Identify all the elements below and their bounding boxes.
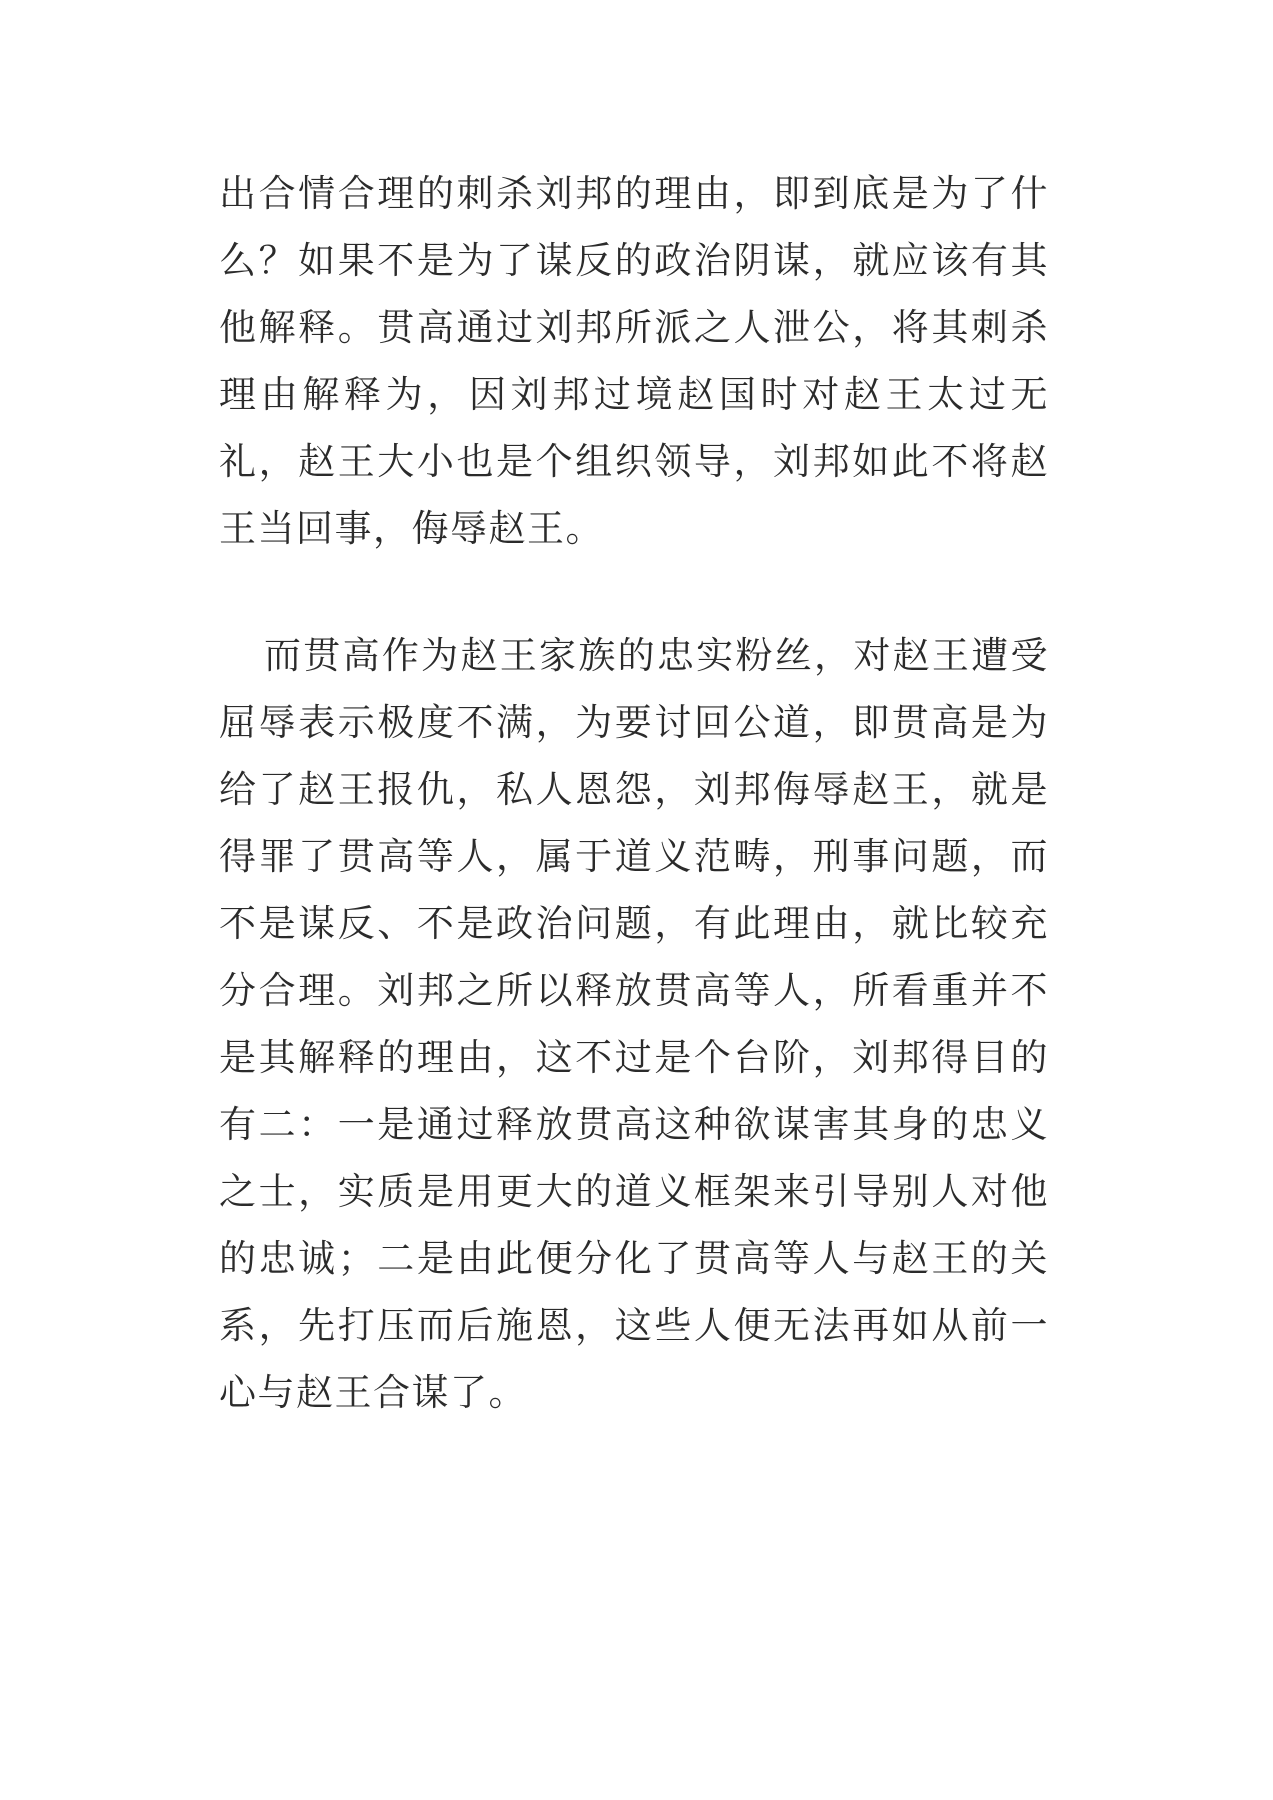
paragraph-line: 有二：一是通过释放贯高这种欲谋害其身的忠义	[219, 1103, 1049, 1146]
paragraph-line: 出合情合理的刺杀刘邦的理由，即到底是为了什	[219, 172, 1049, 215]
paragraph-line: 系，先打压而后施恩，这些人便无法再如从前一	[219, 1304, 1049, 1347]
paragraph-2	[219, 622, 1049, 1426]
paragraph-line: 礼，赵王大小也是个组织领导，刘邦如此不将赵	[219, 440, 1049, 483]
paragraph-line: 之士，实质是用更大的道义框架来引导别人对他	[219, 1170, 1049, 1213]
paragraph-line: 王当回事，侮辱赵王。	[219, 507, 604, 550]
paragraph-line: 理由解释为，因刘邦过境赵国时对赵王太过无	[219, 373, 1049, 416]
paragraph-line: 得罪了贯高等人，属于道义范畴，刑事问题，而	[219, 835, 1049, 878]
paragraph-line: 是其解释的理由，这不过是个台阶，刘邦得目的	[219, 1036, 1049, 1079]
paragraph-line: 心与赵王合谋了。	[219, 1371, 527, 1414]
paragraph-line: 他解释。贯高通过刘邦所派之人泄公，将其刺杀	[219, 306, 1049, 349]
paragraph-line: 么？如果不是为了谋反的政治阴谋，就应该有其	[219, 239, 1049, 282]
paragraph-line: 给了赵王报仇，私人恩怨，刘邦侮辱赵王，就是	[219, 768, 1049, 811]
paragraph-line: 不是谋反、不是政治问题，有此理由，就比较充	[219, 902, 1049, 945]
paragraph-line: 的忠诚；二是由此便分化了贯高等人与赵王的关	[219, 1237, 1049, 1280]
paragraph-line: 屈辱表示极度不满，为要讨回公道，即贯高是为	[219, 701, 1049, 744]
paragraph-line: 分合理。刘邦之所以释放贯高等人，所看重并不	[219, 969, 1049, 1012]
paragraph-1	[219, 160, 1049, 562]
paragraph-line: 而贯高作为赵王家族的忠实粉丝，对赵王遭受	[264, 634, 1049, 677]
